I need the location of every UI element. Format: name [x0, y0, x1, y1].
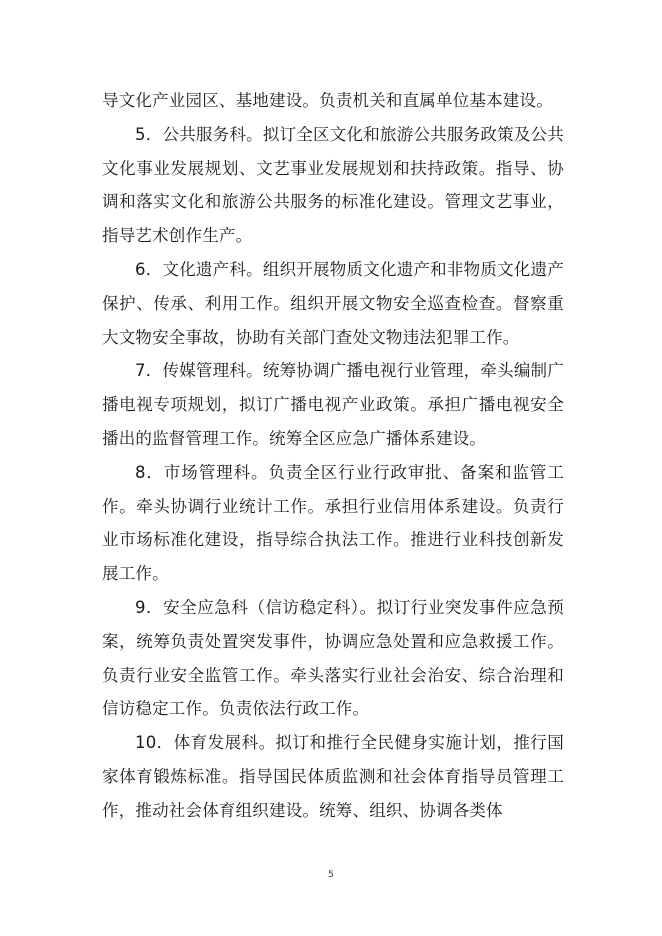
paragraph-sports-development-section: 10．体育发展科。拟订和推行全民健身实施计划，推行国家体育锻炼标准。指导国民体质监测和社会体育指导员管理工作，推动社会体育组织建设。统筹、组织、协调各类体 — [102, 733, 564, 820]
paragraph-cultural-heritage-section: 6．文化遗产科。组织开展物质文化遗产和非物质文化遗产保护、传承、利用工作。组织开展文物安全巡查检查。督察重大文物安全事故，协助有关部门查处文物违法犯罪工作。 — [102, 259, 564, 347]
paragraph-continuation: 导文化产业园区、基地建设。负责机关和直属单位基本建设。 — [102, 91, 553, 110]
paragraph-safety-emergency-section: 9．安全应急科（信访稳定科）。拟订行业突发事件应急预案，统筹负责处置突发事件，协调应急处置和应急救援工作。负责行业安全监管工作。牵头落实行业社会治安、综合治理和信访稳定工作。负责依法行政工作。 — [102, 597, 564, 719]
body-text — [102, 84, 564, 828]
paragraph-public-service-section: 5．公共服务科。拟订全区文化和旅游公共服务政策及公共文化事业发展规划、文艺事业发展规划和扶持政策。指导、协调和落实文化和旅游公共服务的标准化建设。管理文艺事业，指导艺术创作生产。 — [102, 124, 564, 246]
paragraph-media-management-section: 7．传媒管理科。统筹协调广播电视行业管理，牵头编制广播电视专项规划，拟订广播电视产业政策。承担广播电视安全播出的监督管理工作。统筹全区应急广播体系建设。 — [102, 361, 564, 448]
paragraph-market-management-section: 8．市场管理科。负责全区行业行政审批、备案和监管工作。牵头协调行业统计工作。承担行业信用体系建设。负责行业市场标准化建设，指导综合执法工作。推进行业科技创新发展工作。 — [102, 462, 564, 584]
page-number: 5 — [328, 870, 334, 880]
